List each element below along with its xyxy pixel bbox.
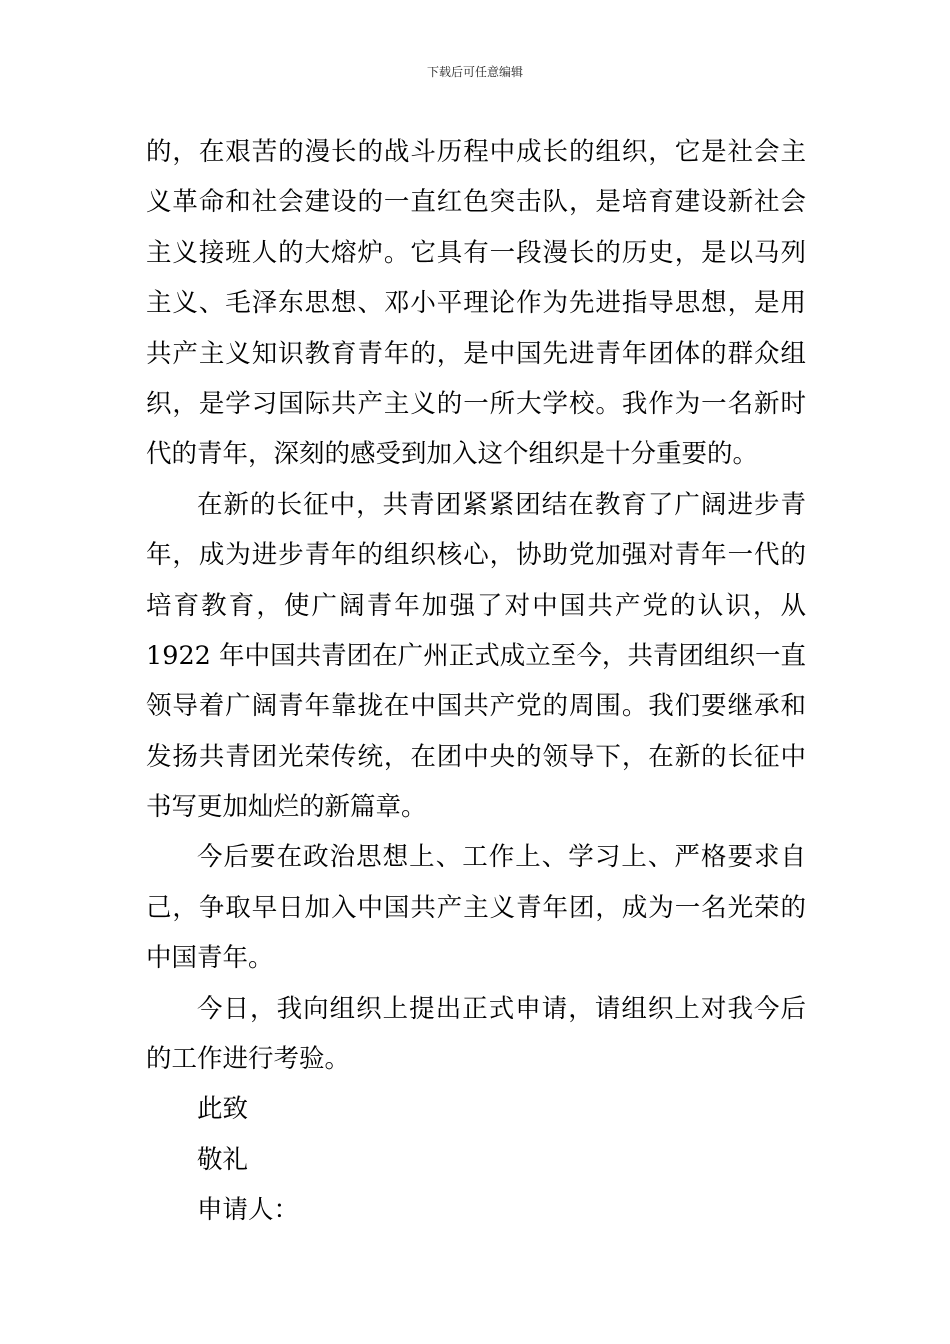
text-line: 此致 — [197, 1094, 249, 1125]
text-line: 义革命和社会建设的一直红色突击队，是培育建设新社会 — [146, 187, 806, 218]
document-body — [146, 127, 806, 1236]
text-line: 在新的长征中，共青团紧紧团结在教育了广阔进步青 — [197, 489, 806, 520]
paragraph — [146, 832, 806, 983]
text-line: 主义、毛泽东思想、邓小平理论作为先进指导思想，是用 — [146, 288, 806, 319]
text-line: 主义接班人的大熔炉。它具有一段漫长的历史，是以马列 — [146, 237, 806, 268]
text-line: 书写更加灿烂的新篇章。 — [146, 792, 427, 823]
text-line: 己，争取早日加入中国共产主义青年团，成为一名光荣的 — [146, 892, 806, 923]
text-line: 的，在艰苦的漫长的战斗历程中成长的组织，它是社会主 — [146, 137, 806, 167]
text-line: 发扬共青团光荣传统，在团中央的领导下，在新的长征中 — [146, 741, 806, 772]
page-header: 下载后可任意编辑 — [426, 65, 523, 79]
text-line: 织，是学习国际共产主义的一所大学校。我作为一名新时 — [146, 388, 806, 419]
paragraph — [146, 984, 806, 1085]
paragraph — [146, 127, 806, 480]
applicant-signature-label — [146, 1185, 806, 1235]
text-line: 今后要在政治思想上、工作上、学习上、严格要求自 — [197, 842, 806, 873]
text-line: 领导着广阔青年靠拢在中国共产党的周围。我们要继承和 — [146, 691, 806, 722]
text-line: 中国青年。 — [146, 943, 274, 974]
paragraph — [146, 480, 806, 833]
text-line: 培育教育，使广阔青年加强了对中国共产党的认识，从 — [146, 590, 806, 621]
text-line: 敬礼 — [197, 1144, 249, 1175]
closing-salutation — [146, 1084, 806, 1134]
closing-regards — [146, 1135, 806, 1185]
text-line: 共产主义知识教育青年的，是中国先进青年团体的群众组 — [146, 338, 806, 369]
text-line: 申请人： — [197, 1195, 300, 1226]
text-line: 今日，我向组织上提出正式申请，请组织上对我今后 — [197, 993, 806, 1024]
text-line: 的工作进行考验。 — [146, 1044, 351, 1075]
text-line: 年，成为进步青年的组织核心，协助党加强对青年一代的 — [146, 540, 806, 571]
text-line: 代的青年，深刻的感受到加入这个组织是十分重要的。 — [146, 439, 759, 470]
text-line: 1922 年中国共青团在广州正式成立至今，共青团组织一直 — [146, 640, 806, 671]
